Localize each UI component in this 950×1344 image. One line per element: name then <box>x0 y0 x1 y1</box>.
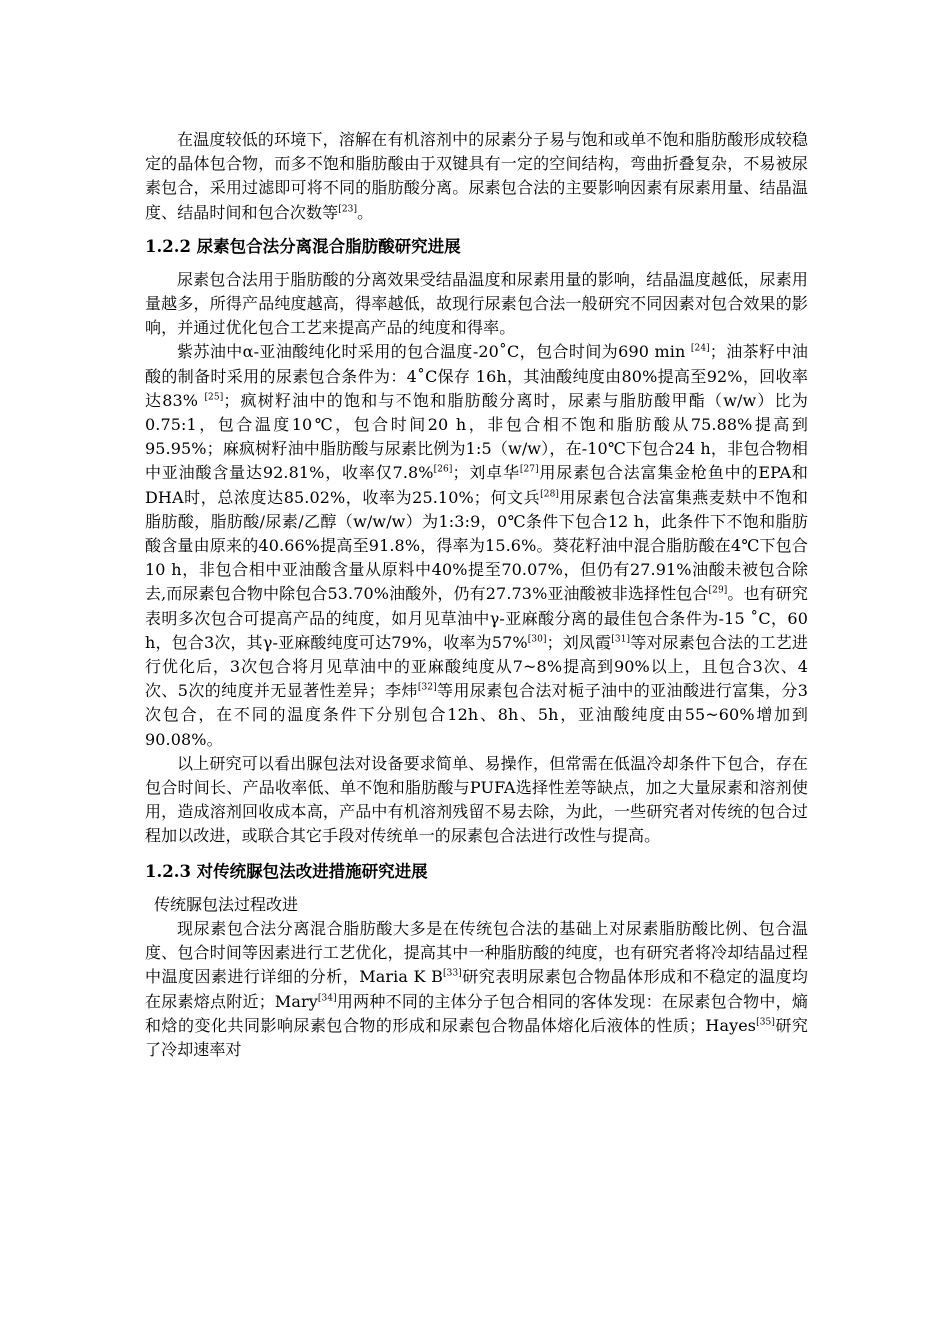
text-run: 紫苏油中α-亚油酸纯化时采用的包合温度-20˚C，包合时间为690 min <box>177 342 691 362</box>
text-run: 研究表明尿素包合物晶体形成和不稳定的温度均在尿素熔点附近；Mary <box>145 967 809 1011</box>
citation-32: [32] <box>417 682 437 693</box>
citation-35: [35] <box>756 1017 775 1028</box>
section-heading-1-2-3: 1.2.3 对传统脲包法改进措施研究进展 <box>145 861 428 881</box>
citation-28: [28] <box>540 489 560 500</box>
text-run: 用尿素包合法富集燕麦麸中不饱和脂肪酸，脂肪酸/尿素/乙醇（w/w/w）为1:3:9，0℃条件下包合12 h，此条件下不饱和脂肪酸含量由原来的40.66%提高至91.8%，得率为15.6%。葵花籽油中混合脂肪酸在4℃下包合10 h，非包合相中亚油酸含量从原料中40%提至70.07%，但仍有27.91%油酸未被包合除去,而尿素包合物中除包合53.70%油酸外，仍有27.73%亚油酸被非选择性包合 <box>145 487 808 604</box>
citation-27: [27] <box>519 465 539 476</box>
text-run: 用尿素包合法富集金枪鱼中的EPA和DHA时，总浓度达85.02%，收率为25.10%；何文兵 <box>145 463 809 507</box>
text-run: 等对尿素包合法的工艺进行优化后，3次包合将月见草油中的亚麻酸纯度从7~8%提高到90%以上，且包合3次、4次、5次的纯度并无显著性差异；李炜 <box>145 632 809 701</box>
text-run: ；疯树籽油中的饱和与不饱和脂肪酸分离时，尿素与脂肪酸甲酯（w/w）比为0.75:1，包合温度10℃，包合时间20 h，非包合相不饱和脂肪酸从75.88%提高到95.95%；麻疯树籽油中脂肪酸与尿素比例为1:5（w/w），在-10℃下包合24 h，非包合物相中亚油酸含量达92.81%，收率仅7.8% <box>145 390 808 483</box>
text-run: 。也有研究表明多次包合可提高产品的纯度，如月见草油中γ-亚麻酸分离的最佳包合条件为-15 ˚C，60 h，包合3次，其γ-亚麻酸纯度可达79%，收率为57% <box>145 584 808 652</box>
citation-23: [23] <box>338 204 358 215</box>
section-heading-1-2-2: 1.2.2 尿素包合法分离混合脂肪酸研究进展 <box>145 236 461 256</box>
citation-31: [31] <box>611 634 631 645</box>
paragraph-process-improvement <box>145 917 808 1062</box>
text-run: 研究了冷却速率对 <box>145 1015 808 1059</box>
citation-34: [34] <box>317 993 337 1004</box>
paragraph-urea-examples <box>145 340 808 751</box>
paragraph-urea-overview: 尿素包合法用于脂肪酸的分离效果受结晶温度和尿素用量的影响，结晶温度越低，尿素用量越多，所得产品纯度越高，得率越低，故现行尿素包合法一般研究不同因素对包合效果的影响，并通过优化包合工艺来提高产品的纯度和得率。 <box>145 269 808 338</box>
text-run: ；油茶籽中油酸的制备时采用的尿素包合条件为：4˚C保存 16h，其油酸纯度由80%提高至92%，回收率达83% <box>145 342 808 410</box>
document-page <box>145 128 808 1062</box>
text-run: ；刘卓华 <box>452 463 520 483</box>
text-run: 在温度较低的环境下，溶解在有机溶剂中的尿素分子易与饱和或单不饱和脂肪酸形成较稳定的晶体包合物，而多不饱和脂肪酸由于双键具有一定的空间结构，弯曲折叠复杂，不易被尿素包合，采用过滤即可将不同的脂肪酸分离。尿素包合法的主要影响因素有尿素用量、结晶温度、结晶时间和包合次数等 <box>145 130 808 222</box>
citation-24: [24] <box>690 344 710 355</box>
text-run: ；刘凤霞 <box>546 632 612 652</box>
text-run: 用两种不同的主体分子包合相同的客体发现：在尿素包合物中，熵和焓的变化共同影响尿素包合物的形成和尿素包合物晶体熔化后液体的性质；Hayes <box>145 991 809 1035</box>
citation-26: [26] <box>433 465 453 476</box>
citation-29: [29] <box>708 586 728 597</box>
paragraph-urea-principle <box>145 128 808 225</box>
text-run: 。 <box>357 202 374 222</box>
text-run: 等用尿素包合法对栀子油中的亚油酸进行富集，分3次包合，在不同的温度条件下分别包合12h、8h、5h，亚油酸纯度由55~60%增加到90.08%。 <box>145 681 808 749</box>
paragraph-urea-limitations: 以上研究可以看出脲包法对设备要求简单、易操作，但常需在低温冷却条件下包合，存在包合时间长、产品收率低、单不饱和脂肪酸与PUFA选择性差等缺点，加之大量尿素和溶剂使用，造成溶剂回收成本高，产品中有机溶剂残留不易去除，为此，一些研究者对传统的包合过程加以改进，或联合其它手段对传统单一的尿素包合法进行改性与提高。 <box>145 753 808 846</box>
citation-30: [30] <box>527 634 547 645</box>
citation-25: [25] <box>204 392 224 403</box>
citation-33: [33] <box>443 968 462 979</box>
text-run: 现尿素包合法分离混合脂肪酸大多是在传统包合法的基础上对尿素脂肪酸比例、包合温度、包合时间等因素进行工艺优化，提高其中一种脂肪酸的纯度，也有研究者将冷却结晶过程中温度因素进行详细的分析，Maria K B <box>145 918 808 987</box>
subsection-label: 传统脲包法过程改进 <box>154 894 299 914</box>
